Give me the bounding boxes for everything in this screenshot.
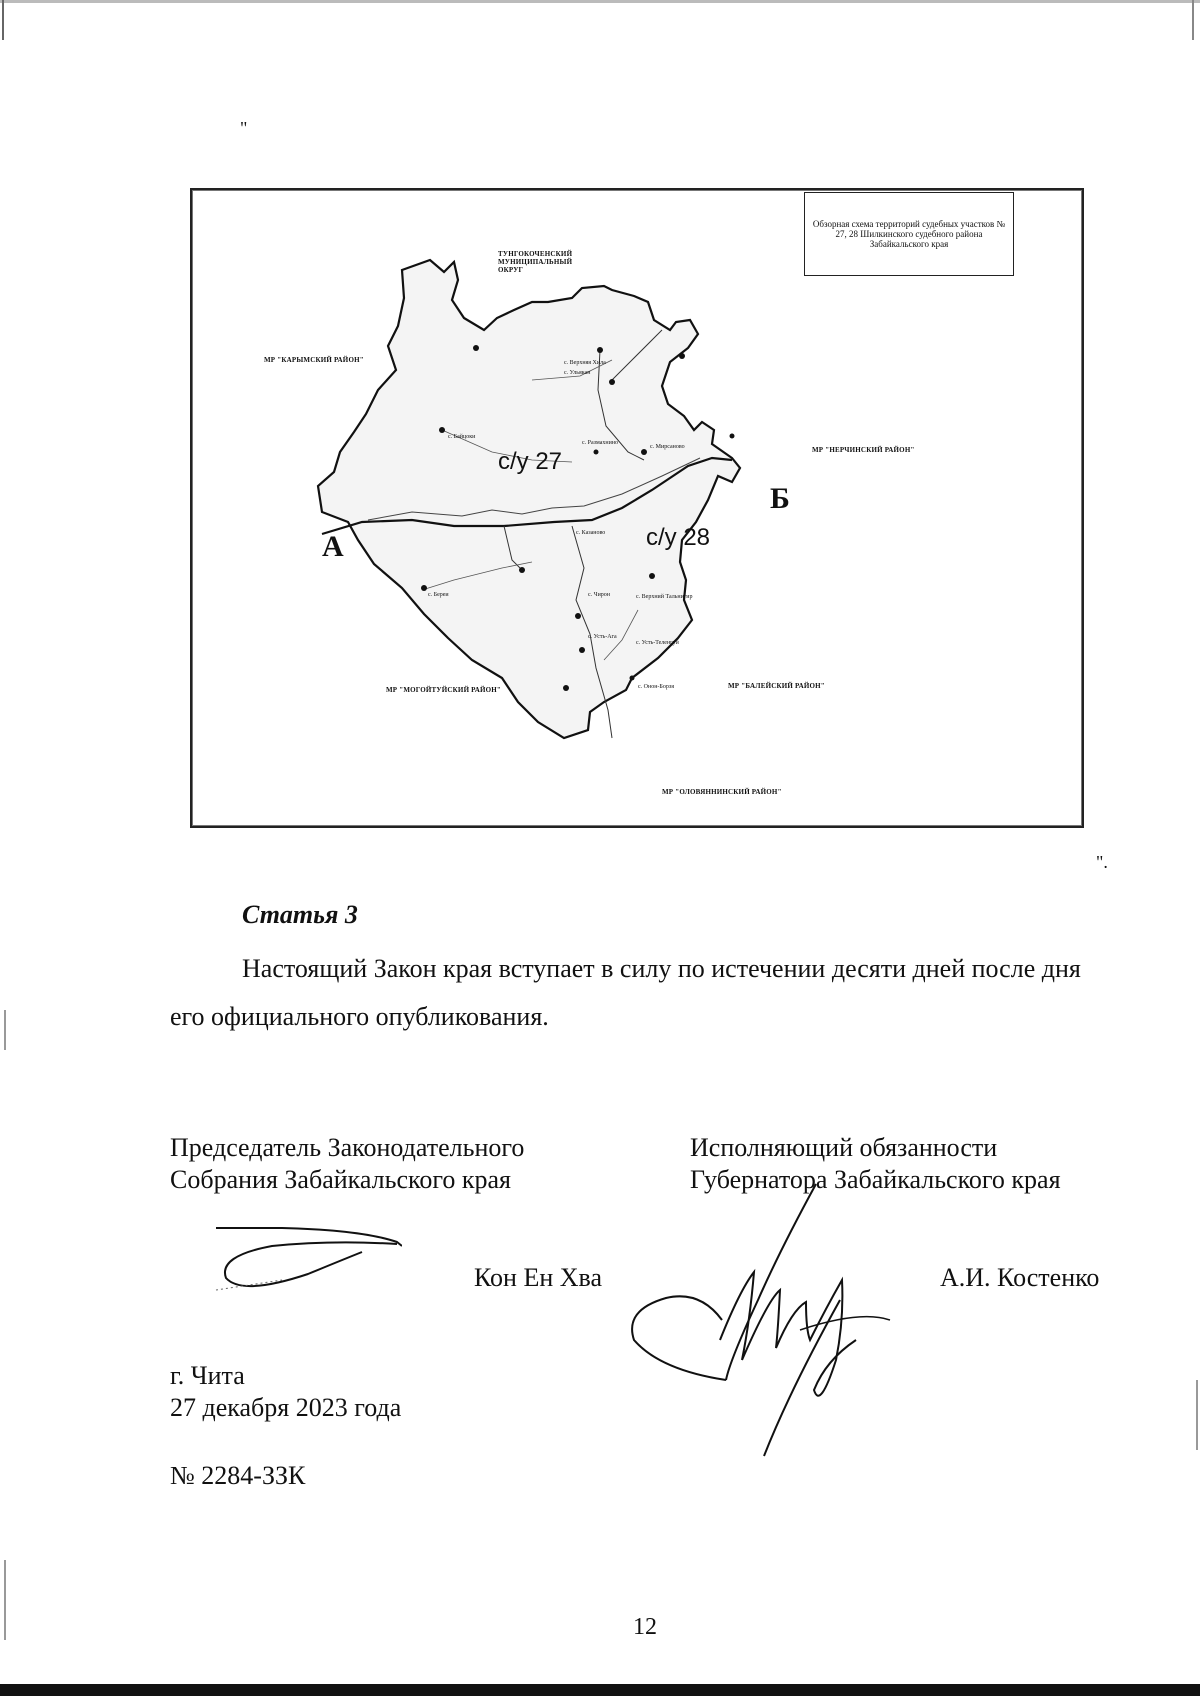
settlement-marker — [579, 647, 585, 653]
settlement-marker — [630, 676, 635, 681]
point-label-a: А — [322, 530, 344, 563]
settlement-marker — [421, 585, 427, 591]
map-legend: Обзорная схема территорий судебных участков № 27, 28 Шилкинского судебного района Забайкальского края — [804, 192, 1014, 276]
scan-edge-top — [0, 0, 1200, 3]
village-label: с. Ульякан — [564, 370, 591, 376]
scan-edge-left — [2, 0, 4, 40]
village-label: с. Казаново — [576, 530, 606, 536]
settlement-marker — [641, 449, 647, 455]
zone-label-28: с/у 28 — [646, 524, 711, 551]
village-label: с. Онон-Борзя — [638, 684, 675, 690]
scan-edge-bottom — [0, 1684, 1200, 1696]
closing-quote: ". — [1096, 852, 1108, 872]
settlement-marker — [609, 379, 615, 385]
right-title-line: Исполняющий обязанности — [690, 1133, 998, 1162]
opening-quote: " — [240, 118, 248, 138]
village-label: с. Байцоки — [448, 434, 476, 440]
settlement-marker — [519, 567, 525, 573]
map-drawing — [192, 190, 1082, 826]
signing-date: 27 декабря 2023 года — [170, 1393, 402, 1422]
right-signatory-name: А.И. Костенко — [940, 1263, 1100, 1292]
left-signature — [212, 1220, 402, 1300]
region-label-south: МР "ОЛОВЯННИНСКИЙ РАЙОН" — [662, 788, 782, 796]
page-number: 12 — [633, 1614, 657, 1640]
settlement-marker — [679, 353, 685, 359]
settlement-marker — [594, 450, 599, 455]
village-label: с. Усть-Ага — [588, 634, 617, 640]
settlement-marker — [439, 427, 445, 433]
law-number: № 2284-ЗЗК — [170, 1461, 306, 1490]
left-signatory-title — [170, 1132, 524, 1196]
village-label: с. Верхний Тальнигир — [636, 594, 693, 600]
settlement-marker — [473, 345, 479, 351]
village-label: с. Верхняя Хила — [564, 360, 606, 366]
right-title-line: Губернатора Забайкальского края — [690, 1165, 1061, 1194]
district-boundary — [318, 260, 740, 738]
margin-mark — [4, 1010, 6, 1050]
village-label: с. Береи — [428, 592, 449, 598]
margin-mark — [1196, 1380, 1198, 1450]
village-label: с. Размахнино — [582, 440, 618, 446]
region-label-southwest: МР "МОГОЙТУЙСКИЙ РАЙОН" — [386, 686, 502, 694]
left-title-line: Председатель Законодательного — [170, 1133, 525, 1162]
region-label-east: МР "НЕРЧИНСКИЙ РАЙОН" — [812, 446, 915, 454]
region-label-north: ТУНГОКОЧЕНСКИЙ МУНИЦИПАЛЬНЫЙ ОКРУГ — [498, 250, 573, 274]
place-of-signing: г. Чита — [170, 1361, 245, 1390]
village-label: с. Мирсаново — [650, 444, 685, 450]
margin-mark — [4, 1560, 6, 1640]
settlement-marker — [730, 434, 735, 439]
article-body: Настоящий Закон края вступает в силу по истечении десяти дней после дня его официального опубликования. — [170, 954, 1081, 1031]
settlement-marker — [563, 685, 569, 691]
scan-edge-right — [1192, 0, 1194, 40]
territory-map — [190, 188, 1084, 828]
settlement-marker — [597, 347, 603, 353]
region-label-west: МР "КАРЫМСКИЙ РАЙОН" — [264, 356, 364, 364]
village-label: с. Чирон — [588, 592, 610, 598]
settlement-marker — [575, 613, 581, 619]
article-heading: Статья 3 — [242, 900, 358, 929]
left-signatory-name: Кон Ен Хва — [474, 1263, 603, 1292]
region-label-southeast: МР "БАЛЕЙСКИЙ РАЙОН" — [728, 682, 825, 690]
right-signature — [630, 1180, 920, 1470]
point-label-b: Б — [770, 482, 790, 515]
left-title-line: Собрания Забайкальского края — [170, 1165, 511, 1194]
zone-label-27: с/у 27 — [498, 448, 563, 475]
settlement-marker — [649, 573, 655, 579]
village-label: с. Усть-Теленгуй — [636, 640, 679, 646]
